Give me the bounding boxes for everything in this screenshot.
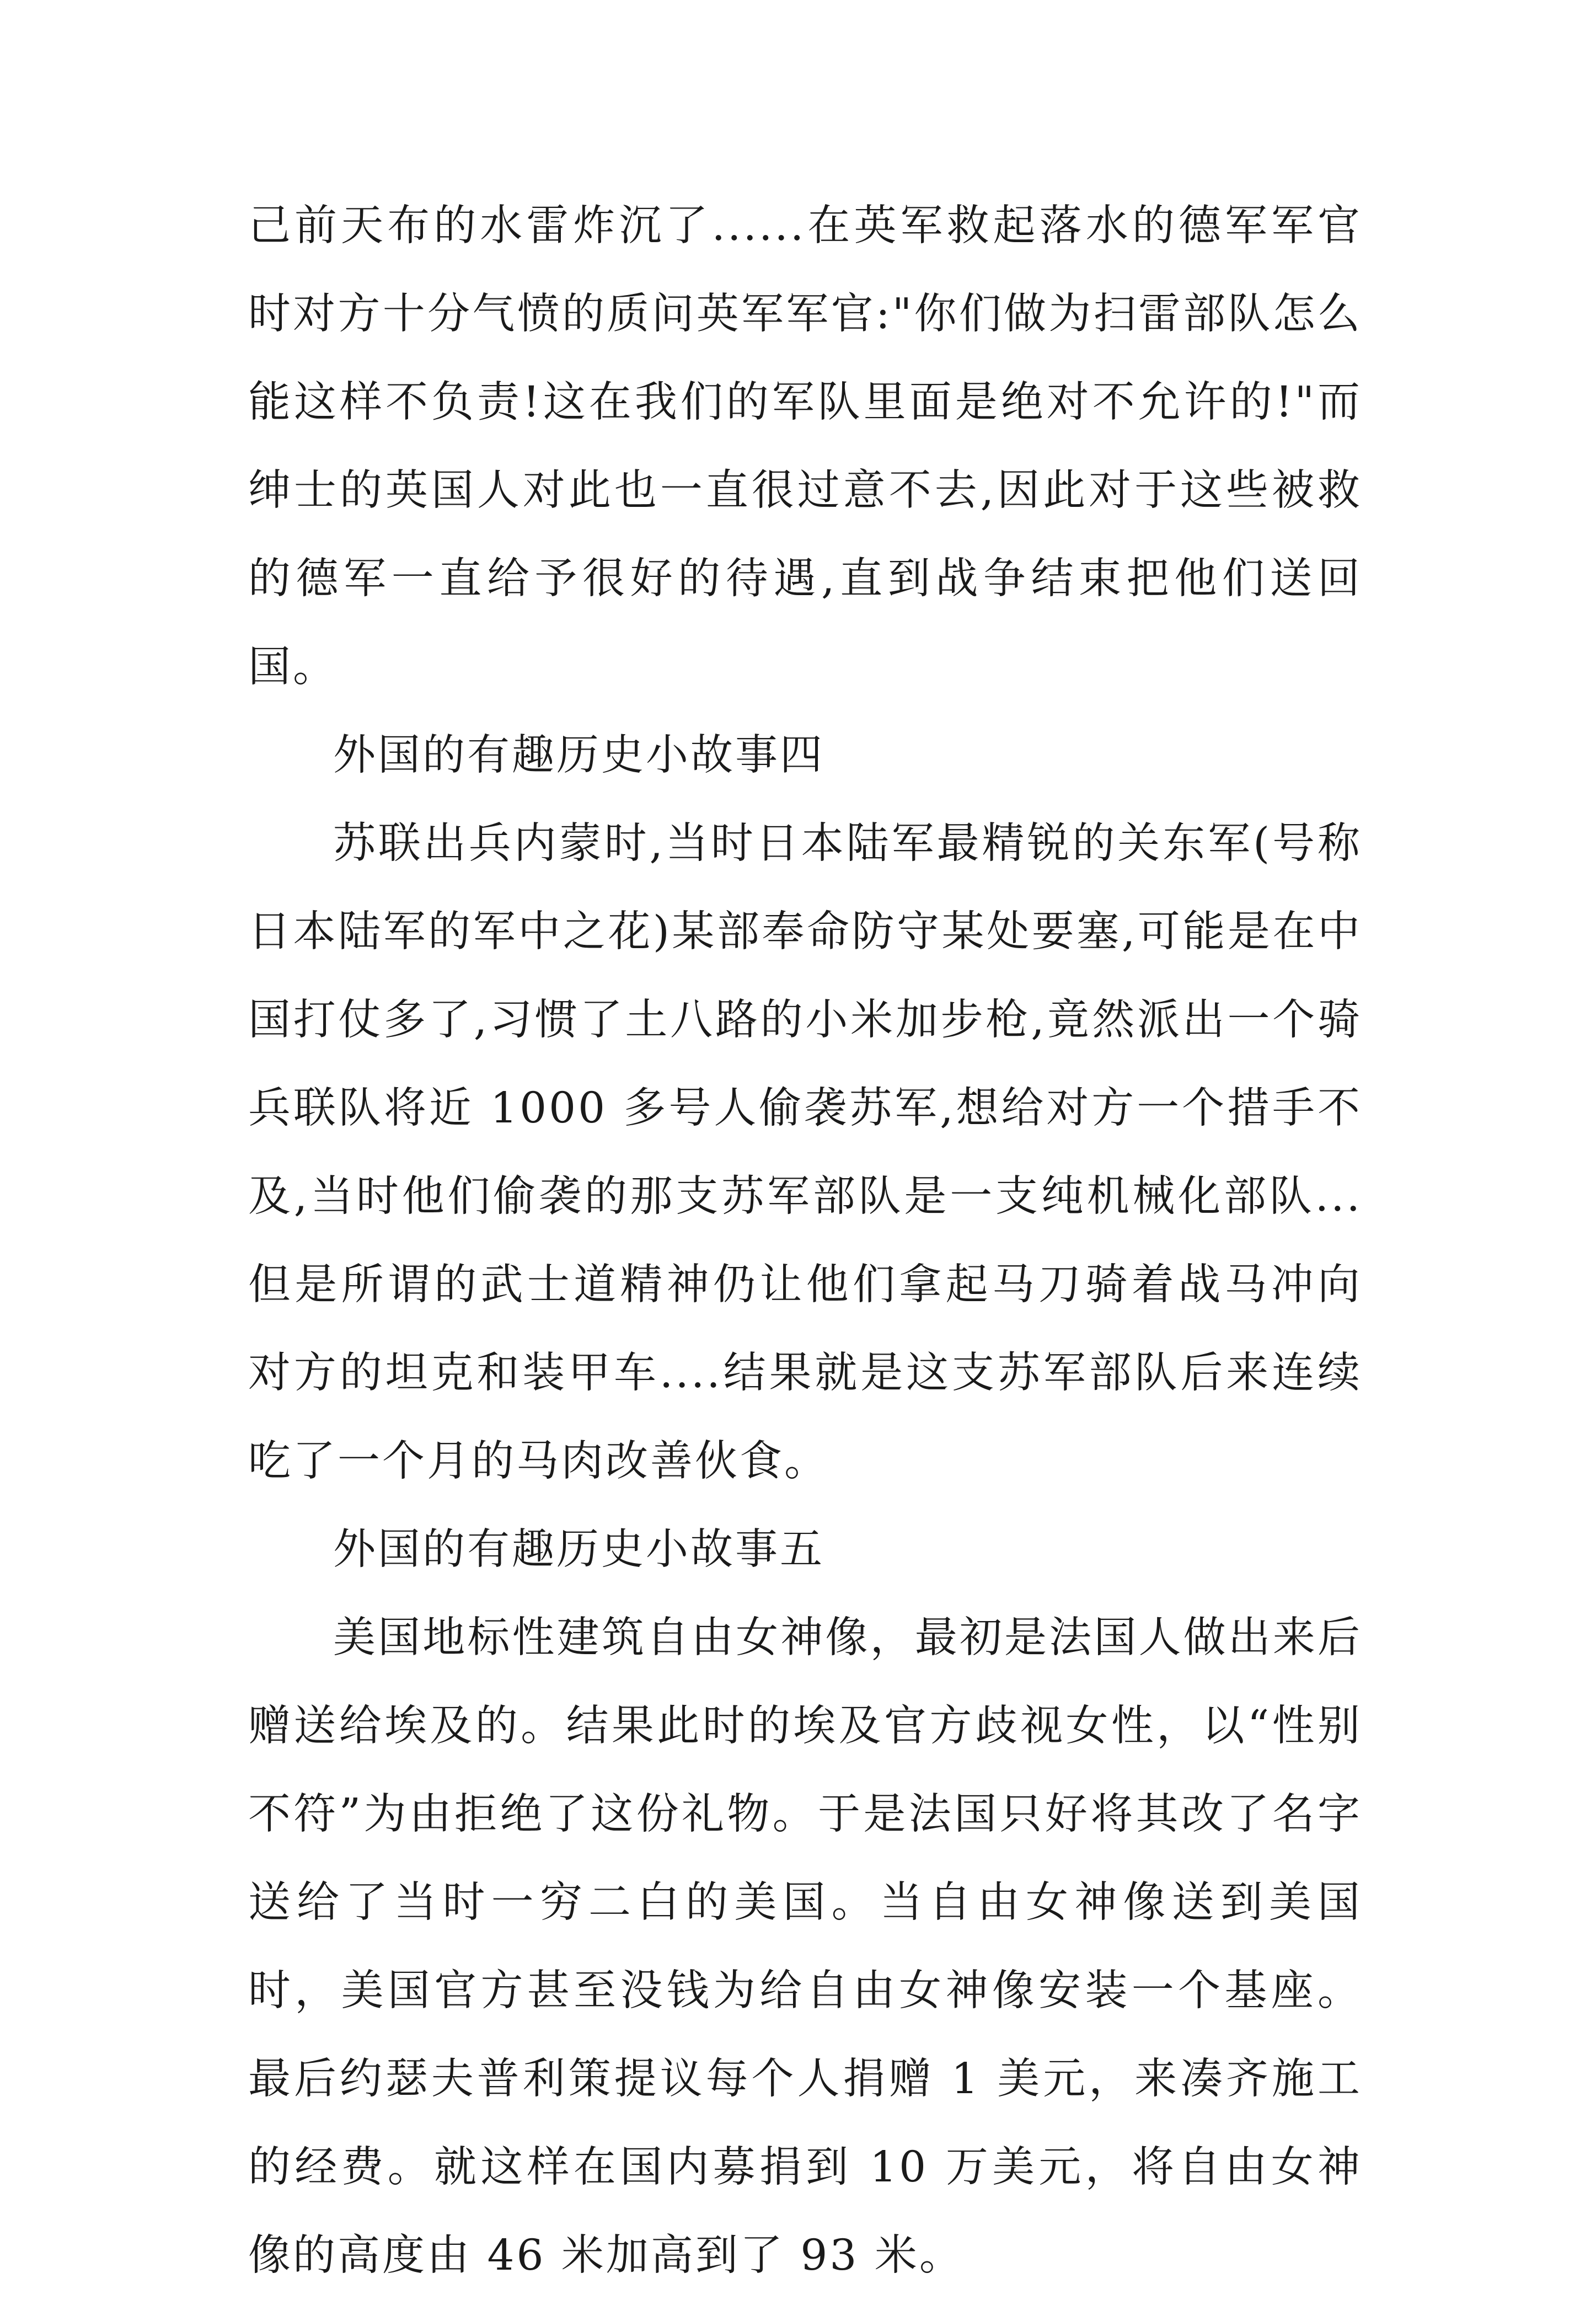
paragraph-continuation: 己前天布的水雷炸沉了......在英军救起落水的德军军官时对方十分气愤的质问英军军官:"你们做为扫雷部队怎么能这样不负责!这在我们的军队里面是绝对不允许的!"而绅士的英国人对此也一直很过意不去,因此对于这些被救的德军一直给予很好的待遇,直到战争结束把他们送回国。	[248, 201, 1362, 692]
document-body	[248, 182, 1362, 2300]
story-heading-five: 外国的有趣历史小故事五	[333, 1525, 824, 1574]
story-heading-four: 外国的有趣历史小故事四	[333, 731, 824, 780]
paragraph-story-five: 美国地标性建筑自由女神像，最初是法国人做出来后赠送给埃及的。结果此时的埃及官方歧视女性，以“性别不符”为由拒绝了这份礼物。于是法国只好将其改了名字送给了当时一穷二白的美国。当自由女神像送到美国时，美国官方甚至没钱为给自由女神像安装一个基座。最后约瑟夫普利策提议每个人捐赠 1 美元，来凑齐施工的经费。就这样在国内募捐到 10 万美元，将自由女神像的高度由 46 米加高到了 93 米。	[248, 1613, 1362, 2280]
paragraph-story-four: 苏联出兵内蒙时,当时日本陆军最精锐的关东军(号称日本陆军的军中之花)某部奉命防守某处要塞,可能是在中国打仗多了,习惯了土八路的小米加步枪,竟然派出一个骑兵联队将近 1000 多号人偷袭苏军,想给对方一个措手不及,当时他们偷袭的那支苏军部队是一支纯机械化部队...但是所谓的武士道精神仍让他们拿起马刀骑着战马冲向对方的坦克和装甲车....结果就是这支苏军部队后来连续吃了一个月的马肉改善伙食。	[248, 819, 1362, 1486]
